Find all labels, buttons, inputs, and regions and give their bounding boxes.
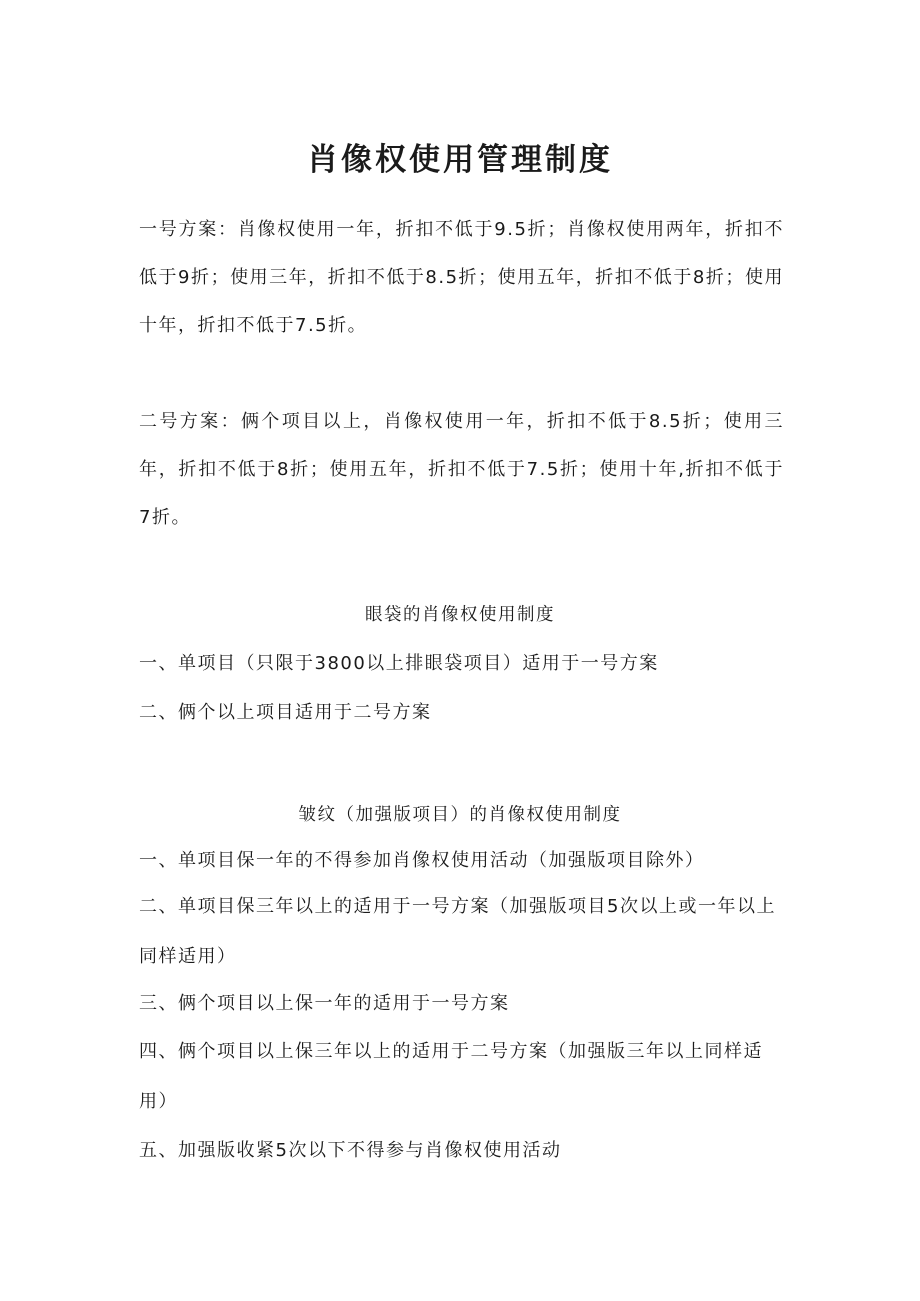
wrinkle-item-3: 三、俩个项目以上保一年的适用于一号方案 xyxy=(139,993,510,1014)
wrinkle-item-2: 二、单项目保三年以上的适用于一号方案（加强版项目5次以上或一年以上同样适用） xyxy=(139,896,776,967)
wrinkle-item-4: 四、俩个项目以上保三年以上的适用于二号方案（加强版三年以上同样适用） xyxy=(139,1041,763,1112)
plan-one-paragraph: 一号方案：肖像权使用一年，折扣不低于9.5折；肖像权使用两年，折扣不低于9折；使用三年，折扣不低于8.5折；使用五年，折扣不低于8折；使用十年，折扣不低于7.5折。 xyxy=(139,219,784,336)
wrinkle-item-5: 五、加强版收紧5次以下不得参与肖像权使用活动 xyxy=(139,1140,562,1161)
eye-bag-item-1: 一、单项目（只限于3800以上排眼袋项目）适用于一号方案 xyxy=(139,653,659,674)
eye-bag-item-2: 二、俩个以上项目适用于二号方案 xyxy=(139,702,432,723)
wrinkle-item-1: 一、单项目保一年的不得参加肖像权使用活动（加强版项目除外） xyxy=(139,850,705,871)
plan-two-paragraph: 二号方案：俩个项目以上，肖像权使用一年，折扣不低于8.5折；使用三年，折扣不低于8折；使用五年，折扣不低于7.5折；使用十年,折扣不低于7折。 xyxy=(139,411,784,528)
eye-bag-section-heading: 眼袋的肖像权使用制度 xyxy=(365,605,555,625)
wrinkle-section-heading: 皱纹（加强版项目）的肖像权使用制度 xyxy=(298,805,622,825)
document-title: 肖像权使用管理制度 xyxy=(307,141,613,178)
